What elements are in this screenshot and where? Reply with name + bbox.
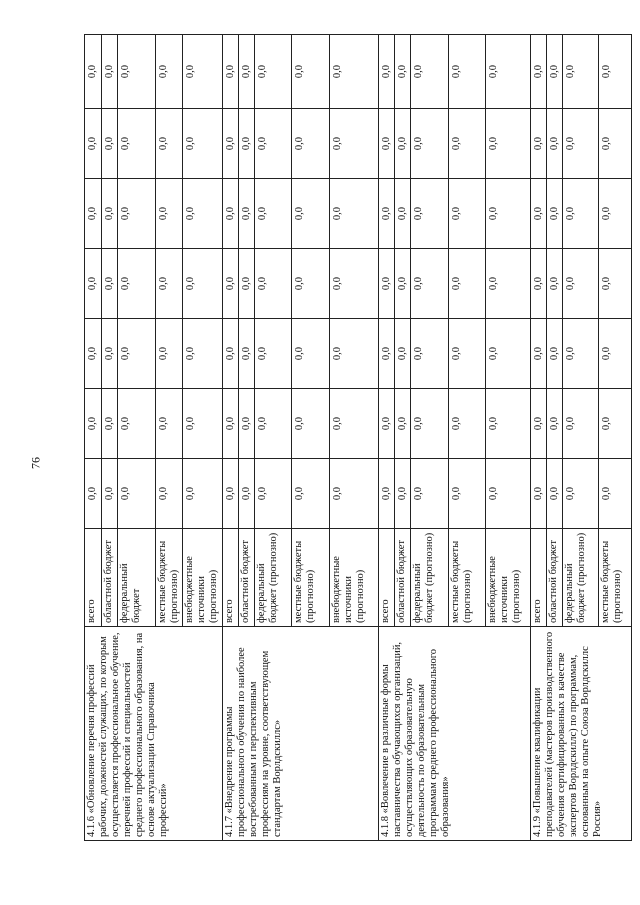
funding-source: внебюджетные источники (прогнозно): [183, 529, 223, 627]
funding-value: 0,0: [379, 459, 395, 529]
measure-description: 4.1.6 «Обновление перечня профессий рабочих, должностей служащих, по которым осуществляется профессиональное обучение, перечней профессий и специальностей среднего профессионального образования, на основе актуализации Справочника профессий»: [85, 627, 223, 841]
funding-value: 0,0: [330, 109, 379, 179]
funding-value: 0,0: [599, 389, 632, 459]
funding-value: 0,0: [85, 249, 102, 319]
funding-value: 0,0: [102, 459, 118, 529]
funding-value: 0,0: [223, 459, 239, 529]
funding-value: 0,0: [379, 179, 395, 249]
funding-value: 0,0: [486, 249, 531, 319]
funding-value: 0,0: [330, 35, 379, 109]
funding-value: 0,0: [239, 249, 255, 319]
funding-value: 0,0: [292, 179, 330, 249]
page-number: 76: [28, 457, 43, 469]
funding-value: 0,0: [255, 319, 292, 389]
funding-source: федеральный бюджет: [118, 529, 156, 627]
funding-value: 0,0: [563, 249, 599, 319]
funding-source: областной бюджет: [239, 529, 255, 627]
funding-value: 0,0: [292, 319, 330, 389]
funding-value: 0,0: [449, 109, 486, 179]
funding-value: 0,0: [449, 389, 486, 459]
funding-value: 0,0: [547, 249, 563, 319]
funding-value: 0,0: [102, 319, 118, 389]
funding-value: 0,0: [599, 319, 632, 389]
funding-value: 0,0: [118, 35, 156, 109]
funding-source: всего: [85, 529, 102, 627]
funding-value: 0,0: [531, 109, 547, 179]
funding-source: областной бюджет: [395, 529, 411, 627]
funding-value: 0,0: [156, 35, 183, 109]
table-row: [85, 35, 102, 841]
funding-value: 0,0: [379, 109, 395, 179]
funding-value: 0,0: [85, 179, 102, 249]
funding-value: 0,0: [531, 459, 547, 529]
funding-value: 0,0: [102, 179, 118, 249]
funding-value: 0,0: [563, 389, 599, 459]
table-rotation-viewport: [84, 35, 623, 841]
funding-value: 0,0: [330, 389, 379, 459]
funding-value: 0,0: [379, 249, 395, 319]
funding-value: 0,0: [118, 459, 156, 529]
funding-value: 0,0: [118, 389, 156, 459]
funding-value: 0,0: [395, 109, 411, 179]
funding-source: местные бюджеты (прогнозно): [449, 529, 486, 627]
table-body: [85, 35, 632, 841]
funding-source: федеральный бюджет (прогнозно): [411, 529, 449, 627]
funding-value: 0,0: [183, 319, 223, 389]
funding-value: 0,0: [599, 179, 632, 249]
funding-value: 0,0: [239, 179, 255, 249]
funding-value: 0,0: [395, 319, 411, 389]
funding-value: 0,0: [85, 35, 102, 109]
funding-value: 0,0: [379, 35, 395, 109]
funding-value: 0,0: [118, 249, 156, 319]
funding-value: 0,0: [292, 389, 330, 459]
funding-value: 0,0: [255, 35, 292, 109]
funding-value: 0,0: [486, 109, 531, 179]
funding-value: 0,0: [239, 459, 255, 529]
funding-value: 0,0: [223, 319, 239, 389]
table-wrapper: [84, 35, 623, 841]
funding-value: 0,0: [239, 389, 255, 459]
funding-value: 0,0: [563, 109, 599, 179]
funding-table: [84, 34, 632, 841]
funding-value: 0,0: [395, 35, 411, 109]
funding-value: 0,0: [85, 109, 102, 179]
funding-value: 0,0: [156, 319, 183, 389]
funding-value: 0,0: [599, 109, 632, 179]
funding-value: 0,0: [102, 249, 118, 319]
table-row: [223, 35, 239, 841]
funding-value: 0,0: [255, 109, 292, 179]
funding-source: областной бюджет: [547, 529, 563, 627]
funding-value: 0,0: [563, 319, 599, 389]
funding-value: 0,0: [563, 459, 599, 529]
funding-source: всего: [531, 529, 547, 627]
funding-value: 0,0: [118, 319, 156, 389]
funding-value: 0,0: [599, 249, 632, 319]
funding-value: 0,0: [239, 109, 255, 179]
funding-value: 0,0: [395, 179, 411, 249]
funding-value: 0,0: [292, 249, 330, 319]
funding-value: 0,0: [118, 109, 156, 179]
funding-value: 0,0: [395, 249, 411, 319]
funding-value: 0,0: [531, 389, 547, 459]
funding-value: 0,0: [85, 459, 102, 529]
funding-value: 0,0: [183, 109, 223, 179]
funding-value: 0,0: [563, 35, 599, 109]
funding-value: 0,0: [486, 389, 531, 459]
funding-source: местные бюджеты (прогнозно): [156, 529, 183, 627]
funding-value: 0,0: [449, 319, 486, 389]
funding-value: 0,0: [486, 319, 531, 389]
funding-value: 0,0: [379, 389, 395, 459]
funding-value: 0,0: [411, 459, 449, 529]
funding-value: 0,0: [547, 459, 563, 529]
table-row: [379, 35, 395, 841]
funding-value: 0,0: [255, 179, 292, 249]
funding-value: 0,0: [292, 459, 330, 529]
funding-value: 0,0: [330, 179, 379, 249]
funding-value: 0,0: [547, 389, 563, 459]
funding-value: 0,0: [156, 179, 183, 249]
funding-value: 0,0: [411, 389, 449, 459]
funding-value: 0,0: [395, 459, 411, 529]
funding-value: 0,0: [85, 319, 102, 389]
funding-value: 0,0: [411, 319, 449, 389]
funding-value: 0,0: [486, 35, 531, 109]
funding-value: 0,0: [411, 35, 449, 109]
funding-value: 0,0: [449, 179, 486, 249]
funding-value: 0,0: [531, 179, 547, 249]
funding-value: 0,0: [183, 459, 223, 529]
funding-value: 0,0: [223, 179, 239, 249]
funding-value: 0,0: [599, 459, 632, 529]
funding-value: 0,0: [118, 179, 156, 249]
funding-value: 0,0: [255, 249, 292, 319]
funding-value: 0,0: [239, 319, 255, 389]
funding-value: 0,0: [183, 389, 223, 459]
funding-value: 0,0: [255, 389, 292, 459]
funding-value: 0,0: [411, 109, 449, 179]
funding-value: 0,0: [156, 459, 183, 529]
funding-value: 0,0: [183, 249, 223, 319]
funding-value: 0,0: [183, 35, 223, 109]
funding-value: 0,0: [547, 319, 563, 389]
funding-value: 0,0: [395, 389, 411, 459]
funding-value: 0,0: [292, 35, 330, 109]
funding-value: 0,0: [531, 319, 547, 389]
funding-value: 0,0: [223, 389, 239, 459]
funding-value: 0,0: [223, 35, 239, 109]
funding-value: 0,0: [102, 109, 118, 179]
funding-value: 0,0: [183, 179, 223, 249]
measure-description: 4.1.8 «Вовлечение в различные формы наставничества обучающихся организаций, осуществляющих образовательную деятельность по образовательным программам среднего профессионального образования»: [379, 627, 531, 841]
funding-source: местные бюджеты (прогнозно): [599, 529, 632, 627]
funding-value: 0,0: [411, 249, 449, 319]
funding-value: 0,0: [449, 459, 486, 529]
funding-value: 0,0: [547, 35, 563, 109]
funding-value: 0,0: [330, 249, 379, 319]
funding-value: 0,0: [85, 389, 102, 459]
funding-value: 0,0: [223, 109, 239, 179]
funding-value: 0,0: [102, 389, 118, 459]
funding-value: 0,0: [156, 389, 183, 459]
funding-source: местные бюджеты (прогнозно): [292, 529, 330, 627]
funding-value: 0,0: [486, 179, 531, 249]
funding-source: федеральный бюджет (прогнозно): [563, 529, 599, 627]
funding-value: 0,0: [599, 35, 632, 109]
funding-source: федеральный бюджет (прогнозно): [255, 529, 292, 627]
funding-source: всего: [379, 529, 395, 627]
table-row: [531, 35, 547, 841]
funding-value: 0,0: [255, 459, 292, 529]
funding-value: 0,0: [547, 179, 563, 249]
funding-value: 0,0: [292, 109, 330, 179]
funding-value: 0,0: [379, 319, 395, 389]
funding-value: 0,0: [531, 249, 547, 319]
funding-value: 0,0: [330, 459, 379, 529]
funding-value: 0,0: [239, 35, 255, 109]
funding-value: 0,0: [411, 179, 449, 249]
funding-source: областной бюджет: [102, 529, 118, 627]
measure-description: 4.1.7 «Внедрение программы профессионального обучения по наиболее востребованным и перспективным профессиям на уровне, соответствующем стандартам Ворлдскиллс»: [223, 627, 379, 841]
funding-source: внебюджетные источники (прогнозно): [486, 529, 531, 627]
funding-value: 0,0: [156, 109, 183, 179]
funding-value: 0,0: [102, 35, 118, 109]
funding-source: всего: [223, 529, 239, 627]
measure-description: 4.1.9 «Повышение квалификации преподавателей (мастеров производственного обучения сертифицированных в качестве экспертов Ворлдскиллс) по программам, основанным на опыте Союза Ворлдскиллс Россия»: [531, 627, 632, 841]
funding-value: 0,0: [449, 249, 486, 319]
funding-source: внебюджетные источники (прогнозно): [330, 529, 379, 627]
funding-value: 0,0: [547, 109, 563, 179]
funding-value: 0,0: [156, 249, 183, 319]
funding-value: 0,0: [330, 319, 379, 389]
funding-value: 0,0: [223, 249, 239, 319]
funding-value: 0,0: [449, 35, 486, 109]
funding-value: 0,0: [563, 179, 599, 249]
funding-value: 0,0: [486, 459, 531, 529]
funding-value: 0,0: [531, 35, 547, 109]
